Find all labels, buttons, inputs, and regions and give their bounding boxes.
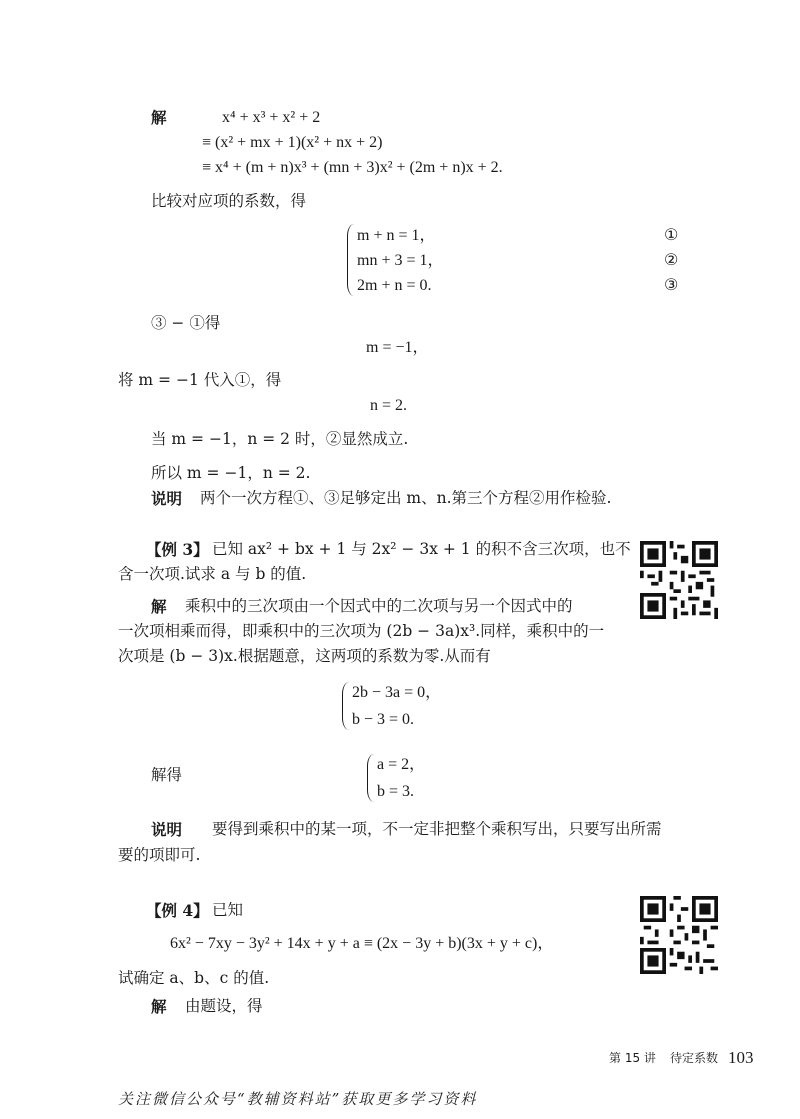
- equation-2: mn + 3 = 1，: [357, 252, 444, 269]
- example-3-note-line-2: 要的项即可.: [118, 846, 201, 864]
- qr-code-icon: [640, 896, 718, 974]
- compare-coefficients-text: 比较对应项的系数，得: [151, 192, 307, 210]
- result-system: [367, 754, 467, 802]
- a-value: a = 2，: [377, 756, 426, 773]
- example-3-note-label: 说明: [151, 820, 183, 839]
- equation-tag-1: ①: [664, 227, 679, 244]
- equation-3: 2m + n = 0.: [357, 277, 432, 294]
- example-4-task: 试确定 a、b、c 的值.: [118, 969, 270, 987]
- expansion-line-1: x⁴ + x³ + x² + 2: [222, 109, 321, 126]
- example-3-label: 【例 3】: [146, 540, 209, 559]
- equation-tag-2: ②: [664, 252, 679, 269]
- example-3-solution-line-2: 一次项相乘而得，即乘积中的三次项为 (2b − 3a)x³.同样，乘积中的一: [118, 622, 605, 640]
- conclusion: 所以 m = −1，n = 2.: [151, 464, 311, 482]
- example-4-identity: 6x² − 7xy − 3y² + 14x + y + a ≡ (2x − 3y + b)(3x + y + c)，: [170, 935, 554, 952]
- qr-code-icon: [640, 541, 718, 619]
- qr-code-example-4[interactable]: [640, 896, 718, 974]
- example-4-solution-label: 解: [151, 997, 167, 1016]
- b-value: b = 3.: [377, 783, 415, 800]
- note-label: 说明: [151, 489, 183, 508]
- expansion-line-2: ≡ (x² + mx + 1)(x² + nx + 2): [202, 134, 383, 151]
- equation-system-1: [347, 224, 677, 296]
- equation-tag-3: ③: [664, 277, 679, 294]
- qr-code-example-3[interactable]: [640, 541, 718, 619]
- brace: [367, 754, 376, 802]
- example-4-solution-start: 由题设，得: [185, 997, 263, 1015]
- brace: [347, 224, 356, 296]
- subtract-step: ③ − ①得: [151, 314, 221, 332]
- page-number: 103: [728, 1048, 754, 1067]
- equation-1: m + n = 1，: [357, 227, 436, 244]
- note-text: 两个一次方程①、③足够定出 m、n.第三个方程②用作检验.: [200, 489, 612, 507]
- expansion-line-3: ≡ x⁴ + (m + n)x³ + (mn + 3)x² + (2m + n)x + 2.: [202, 159, 503, 176]
- n-value: n = 2.: [370, 397, 408, 414]
- system-2-equation-1: 2b − 3a = 0，: [352, 684, 442, 701]
- example-3-solution-line-3: 次项是 (b − 3)x.根据题意，这两项的系数为零.从而有: [118, 647, 491, 665]
- substitute-step: 将 m = −1 代入①，得: [118, 371, 282, 389]
- footer-lecture: 第 15 讲: [609, 1051, 656, 1065]
- example-4-label: 【例 4】: [146, 901, 209, 920]
- footer-topic: 待定系数: [670, 1051, 719, 1065]
- promo-banner: 关注微信公众号“教辅资料站”获取更多学习资料: [118, 1090, 478, 1108]
- example-3-text-line-2: 含一次项.试求 a 与 b 的值.: [118, 565, 307, 583]
- solve-label: 解得: [151, 766, 183, 784]
- brace: [342, 682, 351, 730]
- example-3-solution-label: 解: [151, 597, 167, 616]
- system-2-equation-2: b − 3 = 0.: [352, 711, 415, 728]
- example-3-note-line-1: 要得到乘积中的某一项，不一定非把整个乘积写出，只要写出所需: [212, 820, 662, 838]
- m-value: m = −1，: [366, 339, 429, 356]
- example-3-text-line-1: 已知 ax² + bx + 1 与 2x² − 3x + 1 的积不含三次项，也不: [212, 540, 631, 558]
- equation-system-2: [342, 682, 492, 730]
- solution-label: 解: [151, 108, 167, 127]
- check-step: 当 m = −1，n = 2 时，②显然成立.: [151, 430, 409, 448]
- example-3-solution-line-1: 乘积中的三次项由一个因式中的二次项与另一个因式中的: [185, 597, 573, 615]
- example-4-given: 已知: [212, 901, 244, 919]
